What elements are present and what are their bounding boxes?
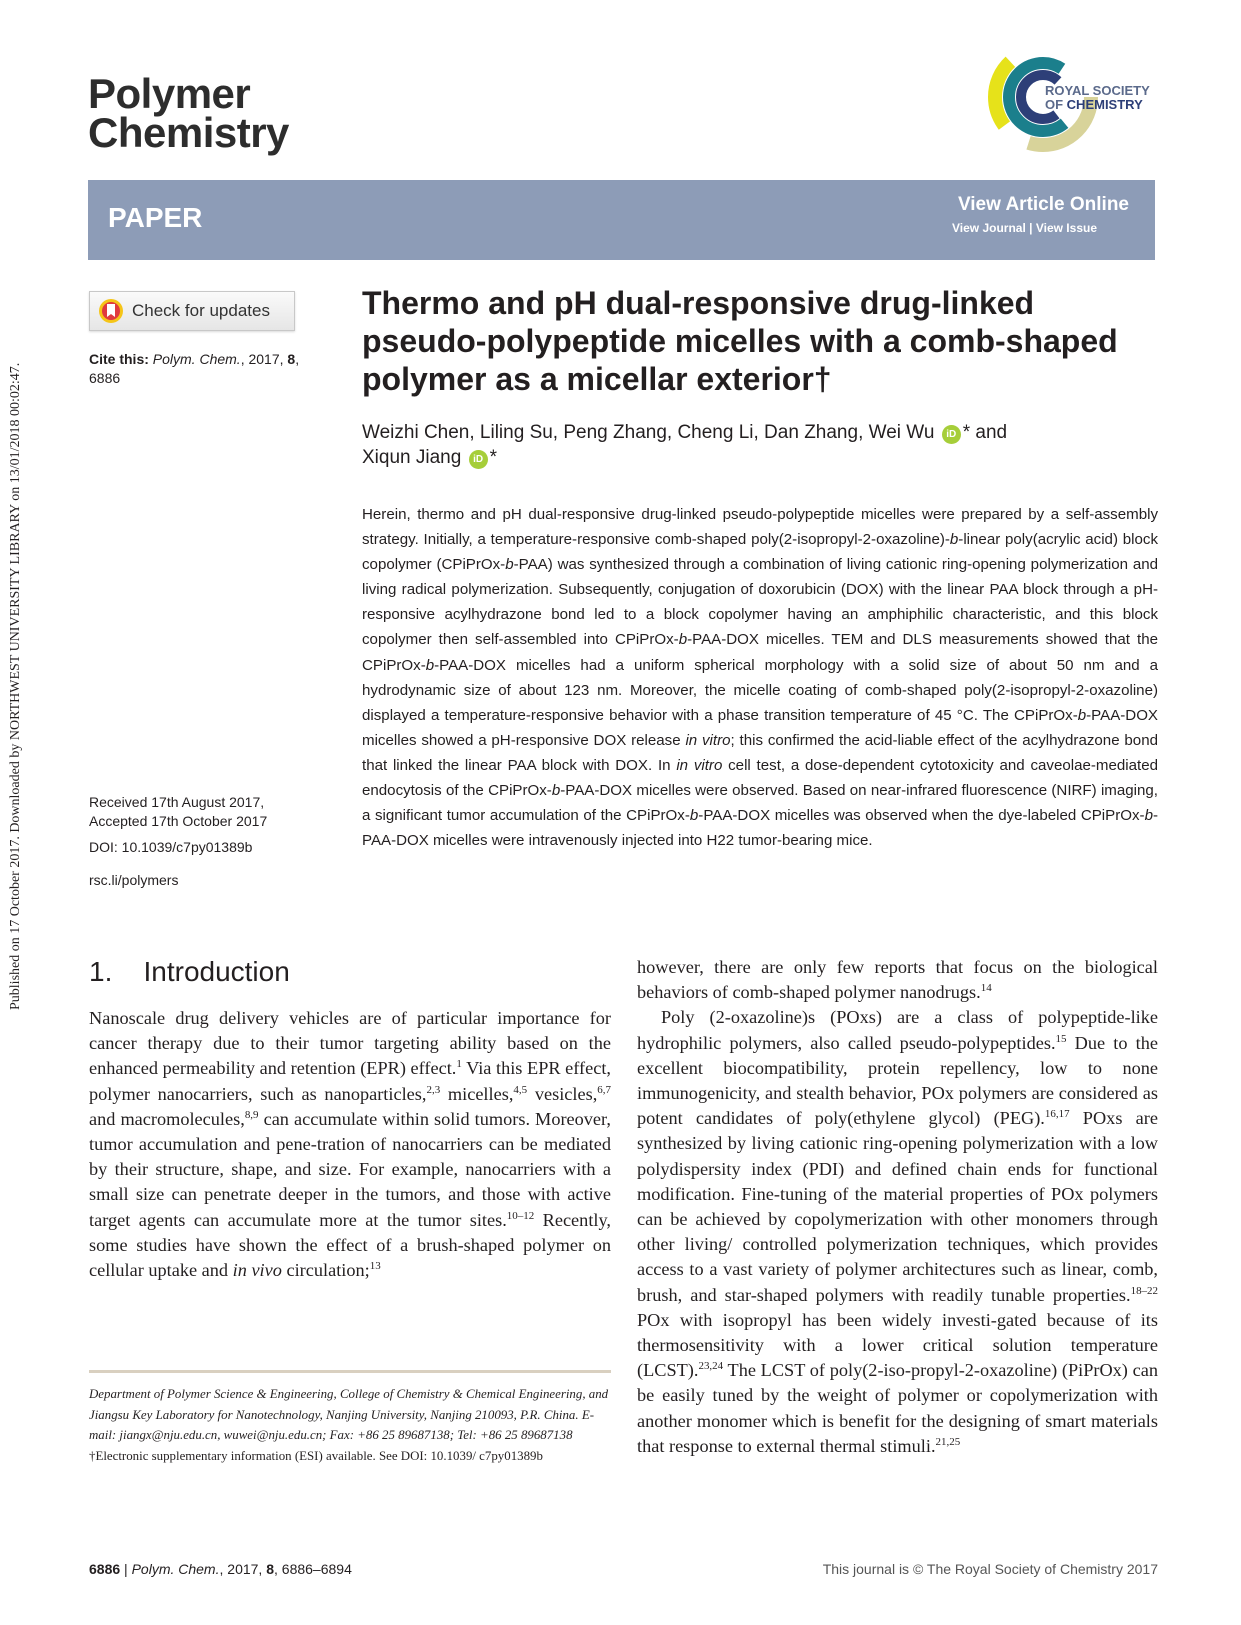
affiliation-footnote: Department of Polymer Science & Engineering, College of Chemistry & Chemical Engineering, and Jiangsu Key Laboratory for Nanotechnology, Nanjing University, Nanjing 210093, P.R. China. E-mail: jiangx@nju.edu.cn, wuwei@nju.edu.cn; Fax: +86 25 89687138; Tel: +86 25 89687138 xyxy=(89,1387,609,1443)
journal-site-link[interactable]: rsc.li/polymers xyxy=(89,872,179,888)
crossmark-icon xyxy=(98,298,124,324)
esi-footnote: †Electronic supplementary information (ESI) available. See DOI: 10.1039/ c7py01389b xyxy=(89,1448,543,1463)
received-dates xyxy=(89,793,267,831)
page-footer-citation: 6886 | Polym. Chem., 2017, 8, 6886–6894 xyxy=(89,1561,352,1577)
banner-sub-links: View Journal | View Issue xyxy=(951,221,1097,235)
intro-right-column: however, there are only few reports that focus on the biological behaviors of comb-shaped polymer nanodrugs.$^{14}$ Poly (2-oxazoline)s (POxs) are a class of polypeptide-like hydrophilic polymers, also called pseudo-polypeptides.$^{15}$ Due to the excellent biocompatibility, protein repellency, low to none immunogenicity, and stealth behavior, POx polymers are considered as potent candidates of poly(ethylene glycol) (PEG).$^{16,17}$ POxs are synthesized by living cationic ring-opening polymerization with a low polydispersity index (PDI) and defined chain ends for functional modification. Fine-tuning of the material properties of POx polymers can be achieved by copolymerization with other monomers through other living/ controlled polymerization techniques, which provides access to a vast variety of polymer architectures such as linear, comb, brush, and star-shaped polymers with readily tunable properties.$^{18-22}$ POx with isopropyl has been widely investi-gated because of its thermosensitivity with a lower critical solution temperature (LCST).$^{23,24}$ The LCST of poly(2-iso-propyl-2-oxazoline) (PiPrOx) can be easily tuned by the weight of polymer or copolymerization with another monomer which is benefit for the designing of smart materials that response to external thermal stimuli.$^{21,25}$ xyxy=(637,957,1158,1456)
footnote-divider xyxy=(89,1370,611,1373)
rsc-logo xyxy=(985,42,1155,152)
doi-line[interactable]: DOI: 10.1039/c7py01389b xyxy=(89,839,253,855)
view-article-online-link[interactable]: View Article Online xyxy=(957,194,1129,215)
article-type-banner xyxy=(88,180,1155,260)
view-journal-link[interactable]: View Journal xyxy=(951,221,1026,235)
orcid-icon[interactable]: iD xyxy=(942,425,961,444)
article-title: Thermo and pH dual-responsive drug-linked pseudo-polypeptide micelles with a comb-shaped polymer as a micellar exterior† xyxy=(362,285,1118,397)
received-date: Received 17th August 2017, xyxy=(89,794,265,810)
view-issue-link[interactable]: View Issue xyxy=(1035,221,1097,235)
intro-left-column: Nanoscale drug delivery vehicles are of particular importance for cancer therapy due to their tumor targeting ability based on the enhanced permeability and retention (EPR) effect.$^1$ Via this EPR effect, polymer nanocarriers, such as nanoparticles,$^{2,3}$ micelles,$^{4,5}$ vesicles,$^{6,7}$ and macromolecules,$^{8,9}$ can accumulate within solid tumors. Moreover, tumor accumulation and pene-tration of nanocarriers can be mediated by their structure, shape, and size. For example, nanocarriers with a small size can penetrate deeper in the tumors, and those with active target agents can accumulate more at the tumor sites.$^{10-12}$ Recently, some studies have shown the effect of a brush-shaped polymer on cellular uptake and in vivo circulation;$^{13}$ xyxy=(89,1008,611,1281)
check-for-updates-button[interactable] xyxy=(89,291,295,331)
check-for-updates-label: Check for updates xyxy=(132,301,270,320)
footnotes xyxy=(89,1384,611,1466)
rsc-wordmark: ROYAL SOCIETY OF CHEMISTRY xyxy=(1045,83,1150,112)
download-stamp: Published on 17 October 2017. Downloaded by NORTHWEST UNIVERSITY LIBRARY on 13/01/2018 00:02:47. xyxy=(8,362,23,1010)
page-footer-copyright: This journal is © The Royal Society of Chemistry 2017 xyxy=(822,1561,1158,1577)
article-type-label: PAPER xyxy=(108,202,203,233)
journal-title-line2: Chemistry xyxy=(88,109,289,156)
accepted-date: Accepted 17th October 2017 xyxy=(89,813,268,829)
journal-title xyxy=(88,70,289,156)
section-heading-introduction: 1. Introduction xyxy=(89,956,290,987)
orcid-icon[interactable]: iD xyxy=(469,450,488,469)
citation-info: Cite this: Polym. Chem., 2017, 8, 6886 xyxy=(89,351,300,386)
journal-title-line1: Polymer xyxy=(88,70,251,117)
abstract: Herein, thermo and pH dual-responsive drug-linked pseudo-polypeptide micelles were prepared by a self-assembly strategy. Initially, a temperature-responsive comb-shaped poly(2-isopropyl-2-oxazoline)-b-linear poly(acrylic acid) block copolymer (CPiPrOx-b-PAA) was synthesized through a combination of living cationic ring-opening polymerization and living radical polymerization. Subsequently, conjugation of doxorubicin (DOX) with the linear PAA block through a pH-responsive acylhydrazone bond led to a block copolymer having an amphiphilic characteristic, and this block copolymer then self-assembled into CPiPrOx-b-PAA-DOX micelles. TEM and DLS measurements showed that the CPiPrOx-b-PAA-DOX micelles had a uniform spherical morphology with a solid size of about 50 nm and a hydrodynamic size of about 123 nm. Moreover, the micelle coating of comb-shaped poly(2-isopropyl-2-oxazoline) displayed a temperature-responsive behavior with a phase transition temperature of 45 °C. The CPiPrOx-b-PAA-DOX micelles showed a pH-responsive DOX release in vitro; this confirmed the acid-liable effect of the acylhydrazone bond that linked the linear PAA block with DOX. In in vitro cell test, a dose-dependent cytotoxicity and caveolae-mediated endocytosis of the CPiPrOx-b-PAA-DOX micelles were observed. Based on near-infrared fluorescence (NIRF) imaging, a significant tumor accumulation of the CPiPrOx-b-PAA-DOX micelles was observed when the dye-labeled CPiPrOx-b-PAA-DOX micelles were intravenously injected into H22 tumor-bearing mice. xyxy=(362,506,1159,850)
author-list: Weizhi Chen, Liling Su, Peng Zhang, Cheng Li, Dan Zhang, Wei Wu iD * and Xiqun Jiang iD * xyxy=(362,422,1008,468)
